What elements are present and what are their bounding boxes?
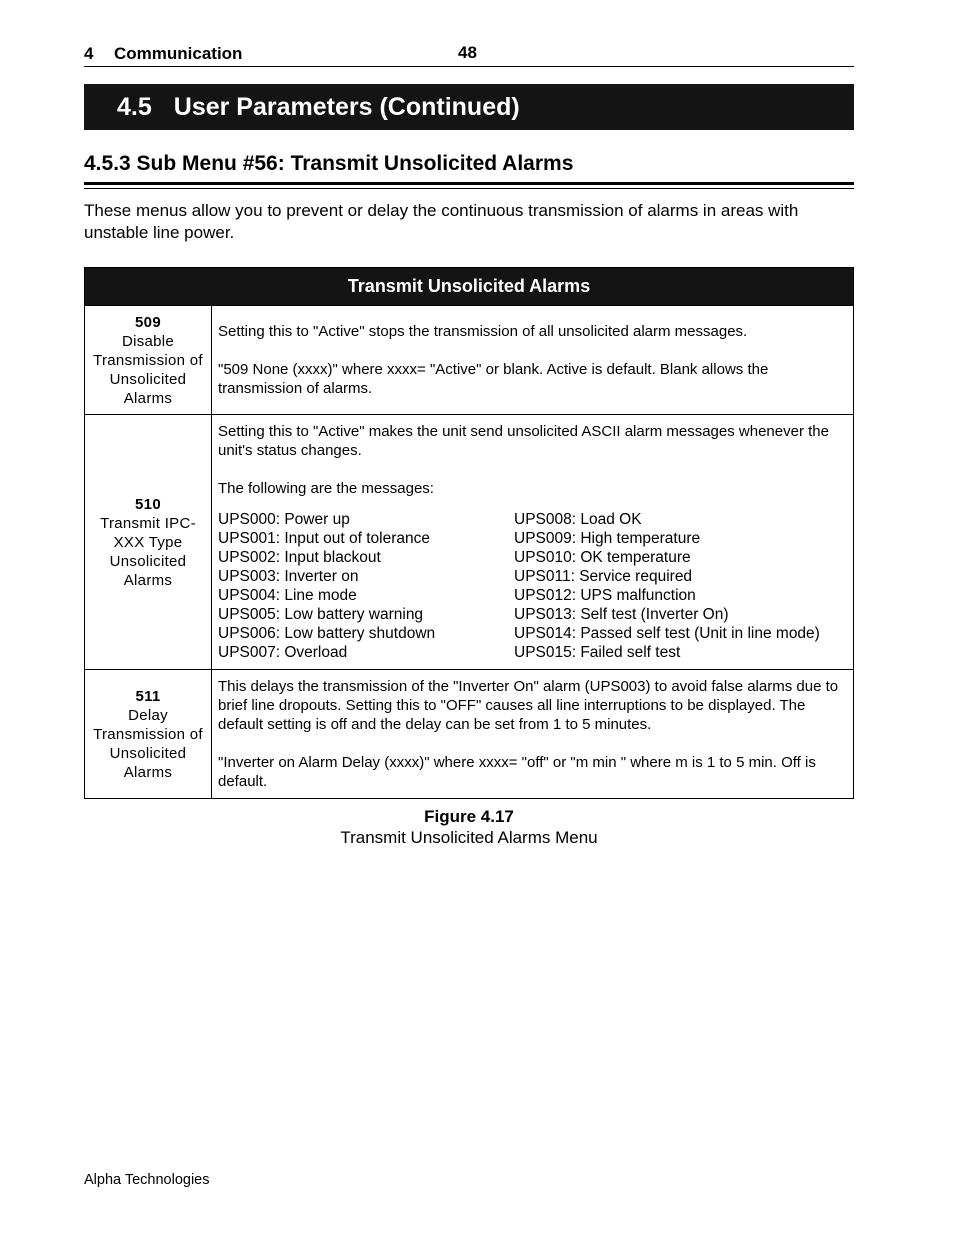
list-item: UPS012: UPS malfunction bbox=[514, 587, 696, 604]
description-cell bbox=[212, 415, 854, 670]
list-item: UPS004: Line mode bbox=[218, 587, 357, 604]
description-cell bbox=[212, 670, 854, 799]
parameter-cell bbox=[85, 415, 212, 670]
figure-caption: Transmit Unsolicited Alarms Menu bbox=[340, 828, 598, 847]
list-item: UPS000: Power up bbox=[218, 511, 350, 528]
parameter-cell bbox=[85, 306, 212, 415]
list-item: UPS001: Input out of tolerance bbox=[218, 530, 430, 547]
parameter-cell bbox=[85, 670, 212, 799]
list-item: UPS011: Service required bbox=[514, 568, 693, 585]
list-item: UPS006: Low battery shutdown bbox=[218, 625, 436, 642]
list-item: UPS014: Passed self test (Unit in line mode) bbox=[514, 625, 820, 642]
section-number: 4 bbox=[84, 44, 94, 63]
list-item: UPS013: Self test (Inverter On) bbox=[514, 606, 729, 623]
header-divider bbox=[84, 66, 854, 67]
list-item: UPS008: Load OK bbox=[514, 511, 642, 528]
subheading-rule-thin bbox=[84, 188, 854, 189]
description-text: "Inverter on Alarm Delay (xxxx)" where xxxx= "off" or "m min " where m is 1 to 5 min. Off is default. bbox=[218, 754, 816, 790]
list-item: UPS007: Overload bbox=[218, 644, 348, 661]
table-header-row bbox=[85, 268, 854, 306]
table-row bbox=[85, 306, 854, 415]
running-header bbox=[84, 44, 242, 64]
figure-number: Figure 4.17 bbox=[424, 807, 514, 826]
list-item: UPS005: Low battery warning bbox=[218, 606, 424, 623]
parameter-code: 509 bbox=[135, 313, 161, 331]
banner-number: 4.5 bbox=[117, 92, 152, 121]
list-item: UPS015: Failed self test bbox=[514, 644, 681, 661]
banner-title: User Parameters (Continued) bbox=[173, 92, 520, 121]
section-banner bbox=[84, 84, 854, 130]
table-row bbox=[85, 670, 854, 799]
list-item: UPS003: Inverter on bbox=[218, 568, 359, 585]
table-row bbox=[85, 415, 854, 670]
subheading-rule-thick bbox=[84, 182, 854, 185]
page-footer: Alpha Technologies bbox=[84, 1172, 210, 1188]
table-title: Transmit Unsolicited Alarms bbox=[85, 268, 854, 306]
parameter-label: Delay Transmission of Unsolicited Alarms bbox=[93, 706, 203, 781]
description-text: This delays the transmission of the "Inverter On" alarm (UPS003) to avoid false alarms due to brief line dropouts. Setting this to "OFF" causes all line interruptions to be displayed. The default setting is off and the delay can be set from 1 to 5 minutes. bbox=[218, 678, 839, 733]
list-item: UPS010: OK temperature bbox=[514, 549, 691, 566]
page-number: 48 bbox=[458, 43, 477, 62]
alarms-table bbox=[84, 267, 854, 799]
parameter-label: Disable Transmission of Unsolicited Alarms bbox=[93, 332, 203, 407]
parameter-code: 511 bbox=[135, 687, 161, 705]
list-item: UPS009: High temperature bbox=[514, 530, 701, 547]
description-text: Setting this to "Active" makes the unit send unsolicited ASCII alarm messages whenever the unit's status changes. bbox=[218, 423, 829, 459]
section-title: Communication bbox=[114, 44, 243, 63]
subsection-heading: 4.5.3 Sub Menu #56: Transmit Unsolicited Alarms bbox=[84, 152, 574, 175]
parameter-label: Transmit IPC-XXX Type Unsolicited Alarms bbox=[100, 514, 196, 589]
description-text: The following are the messages: bbox=[218, 480, 434, 497]
intro-paragraph: These menus allow you to prevent or delay the continuous transmission of alarms in areas with unstable line power. bbox=[84, 201, 799, 242]
description-cell bbox=[212, 306, 854, 415]
description-text: Setting this to "Active" stops the transmission of all unsolicited alarm messages. bbox=[218, 323, 748, 340]
list-item: UPS002: Input blackout bbox=[218, 549, 381, 566]
parameter-code: 510 bbox=[135, 495, 161, 513]
message-list bbox=[218, 510, 847, 662]
description-text: "509 None (xxxx)" where xxxx= "Active" or blank. Active is default. Blank allows the transmission of alarms. bbox=[218, 361, 769, 397]
